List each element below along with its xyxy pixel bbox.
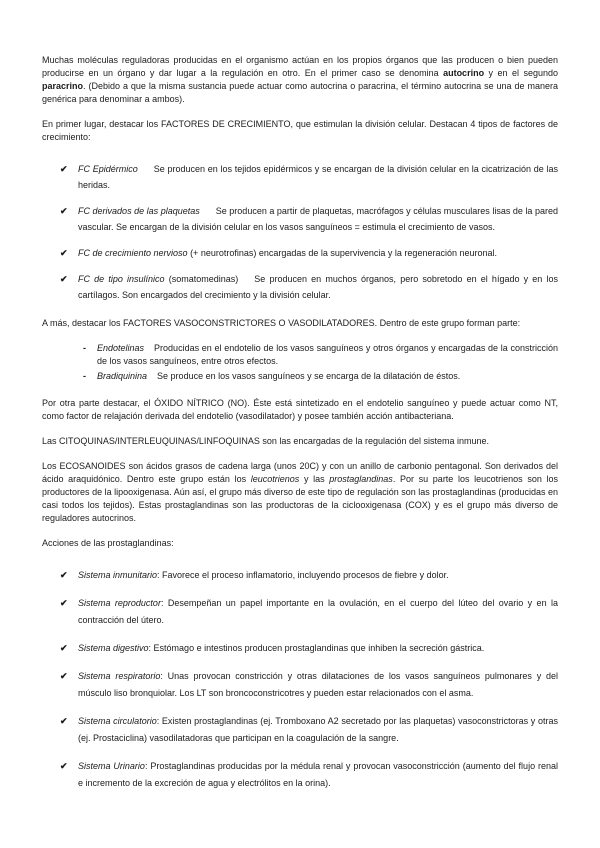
list-item-lead: Sistema respiratorio (78, 671, 161, 681)
list-item-body: Producidas en el endotelio de los vasos sanguíneos y otros órganos y encargadas de la constricción de los vasos sanguíneos, entre otros efectos. (97, 343, 558, 366)
list-item (42, 567, 558, 584)
list-item-lead: FC de crecimiento nervioso (78, 248, 188, 258)
paragraph-autocrine-paracrine (42, 54, 558, 106)
list-item (42, 161, 558, 193)
list-item (42, 245, 558, 261)
list-item-body: : Estómago e intestinos producen prostaglandinas que inhiben la secreción gástrica. (148, 643, 485, 653)
list-item-body: : Unas provocan constricción y otras dilataciones de los vasos sanguíneos pulmonares y del músculo liso bronquiolar. Los LT son broncoconstricotres y pueden estar relacionados con el asma. (78, 671, 559, 698)
dash-bullet: - (83, 343, 86, 353)
prostaglandin-actions-list (42, 567, 558, 792)
vasoconstrictors-list (42, 342, 558, 383)
checkmark-icon: ✔ (60, 761, 68, 771)
list-item-lead: Bradiquinina (97, 371, 148, 381)
list-item (42, 271, 558, 303)
list-item-body: Se producen en muchos órganos, pero sobretodo en el hígado y en los cartílagos. Son encargados del crecimiento y la división celular. (78, 274, 558, 300)
checkmark-icon: ✔ (60, 206, 68, 216)
list-item-lead: FC derivados de las plaquetas (78, 206, 200, 216)
checkmark-icon: ✔ (60, 598, 68, 608)
list-item-lead: FC Epidérmico (78, 164, 138, 174)
list-item (42, 342, 558, 368)
paragraph-text: Los ECOSANOIDES son ácidos grasos de cadena larga (unos 20C) y con un anillo de carbonio pentagonal. Son derivados del ácido araquidónico. Dentro este grupo están los (42, 461, 558, 484)
paragraph-text: . Por su parte los leucotrienos son los productores de la lipooxigenasa. Aún así, el grupo más diverso de este tipo de regulación son las prostaglandinas (producidas en casi todos los tejidos). Estas prostaglandinas son las productoras de la ciclooxigenasa (COX) y es el grupo más diverso de reguladores autocrinos. (42, 474, 559, 523)
checkmark-icon: ✔ (60, 274, 68, 284)
list-item-lead: Endotelinas (97, 343, 145, 353)
list-item-lead: Sistema digestivo (78, 643, 149, 653)
paragraph-text: . (Debido a que la misma sustancia puede actuar como autocrina o paracrina, el término autocrina se una de manera genérica para denominar a ambos). (42, 81, 558, 104)
list-item-lead: Sistema circulatorio (78, 716, 157, 726)
list-item-mid: (somatomedinas) (168, 274, 239, 284)
paragraph-growth-factors-intro: En primer lugar, destacar los FACTORES DE CRECIMIENTO, que estimulan la división celular. Destacan 4 tipos de factores de crecimiento: (42, 119, 558, 142)
paragraph-text: Muchas moléculas reguladoras producidas en el organismo actúan en los propios órganos que las producen o bien pueden producirse en un órgano y dar lugar a la regulación en otro. En el primer caso se denomina (42, 55, 558, 78)
list-item-body: (+ neurotrofinas) encargadas de la supervivencia y la regeneración neuronal. (190, 248, 497, 258)
paragraph-ecosanoids (42, 460, 558, 525)
list-item-body: Se producen en los tejidos epidérmicos y se encargan de la división celular en la cicatrización de las heridas. (78, 164, 559, 190)
list-item (42, 668, 558, 702)
list-item-body: Se produce en los vasos sanguíneos y se encarga de la dilatación de éstos. (157, 371, 461, 381)
list-item (42, 758, 558, 792)
list-item-body: : Existen prostaglandinas (ej. Tromboxano A2 secretado por las plaquetas) vasoconstrictoras y otras (ej. Prostaciclina) vasodilatadoras que participan en la coagulación de la sangre. (78, 716, 558, 743)
italic-term-leucotrienos: leucotrienos (250, 474, 300, 484)
list-item-lead: Sistema inmunitario (78, 570, 158, 580)
checkmark-icon: ✔ (60, 643, 68, 653)
paragraph-text: y las (299, 474, 330, 484)
list-item-lead: Sistema Urinario (78, 761, 145, 771)
checkmark-icon: ✔ (60, 164, 68, 174)
list-item (42, 203, 558, 235)
paragraph-vasoconstrictors-intro: A más, destacar los FACTORES VASOCONSTRICTORES O VASODILATADORES. Dentro de este grupo forman parte: (42, 318, 521, 328)
bold-term-autocrino: autocrino (443, 68, 485, 78)
list-item-lead: Sistema reproductor (78, 598, 161, 608)
list-item-body: : Desempeñan un papel importante en la ovulación, en el cuerpo del lúteo del ovario y en la contracción del útero. (78, 598, 558, 625)
checkmark-icon: ✔ (60, 248, 68, 258)
list-item-body: : Favorece el proceso inflamatorio, incluyendo procesos de fiebre y dolor. (157, 570, 449, 580)
growth-factors-list (42, 161, 558, 303)
italic-term-prostaglandinas: prostaglandinas (329, 474, 393, 484)
checkmark-icon: ✔ (60, 570, 68, 580)
dash-bullet: - (83, 371, 86, 381)
list-item (42, 370, 558, 383)
paragraph-cytokines: Las CITOQUINAS/INTERLEUQUINAS/LINFOQUINAS son las encargadas de la regulación del sistema inmune. (42, 436, 490, 446)
list-item-lead: FC de tipo insulínico (78, 274, 165, 284)
checkmark-icon: ✔ (60, 671, 68, 681)
list-item-body: Se producen a partir de plaquetas, macrófagos y células musculares lisas de la pared vascular. Se encargan de la división celular en los vasos sanguíneos = estimula el crecimiento de vasos. (78, 206, 558, 232)
checkmark-icon: ✔ (60, 716, 68, 726)
list-item (42, 713, 558, 747)
bold-term-paracrino: paracrino (42, 81, 84, 91)
paragraph-nitric-oxide: Por otra parte destacar, el ÓXIDO NÍTRICO (NO). Éste está sintetizado en el endotelio sanguíneo y puede actuar como NT, como factor de relajación derivada del endotelio (vasodilatador) y posee también acción antibacteriana. (42, 398, 558, 421)
paragraph-actions-heading: Acciones de las prostaglandinas: (42, 538, 174, 548)
list-item (42, 595, 558, 629)
paragraph-text: y en el segundo (484, 68, 558, 78)
list-item (42, 640, 558, 657)
list-item-body: : Prostaglandinas producidas por la médula renal y provocan vasoconstricción (aumento del flujo renal e incremento de la excreción de agua y electrólitos en la orina). (78, 761, 558, 788)
